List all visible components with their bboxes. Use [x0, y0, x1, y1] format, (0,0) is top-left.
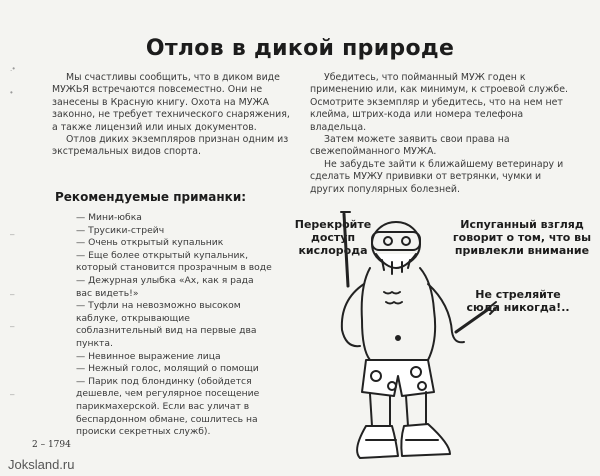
bait-item: — Очень открытый купальник — [76, 237, 224, 249]
intro-column-left — [52, 72, 290, 159]
margin-marks: .• • – – – – — [10, 64, 16, 399]
right-paragraph-2: Затем можете заявить свои права на свежепойманного МУЖА. — [310, 134, 510, 158]
intro-paragraph-2: Отлов диких экземпляров признан одним из экстремальных видов спорта. — [52, 134, 289, 158]
page-title: Отлов в дикой природе — [145, 36, 455, 61]
bait-item: — Нежный голос, молящий о помощи — [76, 363, 259, 375]
right-paragraph-1: Убедитесь, что пойманный МУЖ годен к применению или, как минимум, к строевой службе. Осмотрите экземпляр и убедитесь, что на нем нет клейма, штрих-кода или номера телефона владельца. — [310, 72, 568, 133]
intro-column-right — [310, 72, 578, 196]
bait-item: — Невинное выражение лица — [76, 350, 221, 362]
bait-item: — Парик под блондинку (обойдется дешевле, чем регулярное посещение парикмахерской. Если вас уличат в беспардонном обмане, сошлитесь на происки секретных служб). — [76, 375, 260, 438]
right-paragraph-3: Не забудьте зайти к ближайшему ветеринару и сделать МУЖУ прививки от ветрянки, чумки и других популярных болезней. — [310, 158, 564, 195]
page-number: 2 – 1794 — [32, 440, 71, 450]
bait-item: — Еще более открытый купальник, который становится прозрачным в воде — [76, 249, 272, 274]
site-watermark: Joksland.ru — [8, 457, 75, 472]
intro-paragraph-1: Мы счастливы сообщить, что в диком виде МУЖЬЯ встречаются повсеместно. Они не занесены в Красную книгу. Охота на МУЖА законно, не требует технического снаряжения, а также лицензий или иных документов. — [52, 72, 290, 133]
baits-list — [62, 212, 272, 439]
bait-item: — Туфли на невозможно высоком каблуке, открывающие соблазнительный вид на первые два пункта. — [76, 300, 257, 349]
caption-look: Испуганный взгляд говорит о том, что вы привлекли внимание — [452, 218, 592, 257]
caption-oxygen: Перекройте доступ кислорода — [294, 218, 372, 257]
caption-noshoot: Не стреляйте сюда никогда!.. — [466, 288, 570, 314]
bait-item: — Мини-юбка — [76, 212, 142, 223]
bait-item: — Трусики-стрейч — [76, 224, 165, 236]
bait-item: — Дежурная улыбка «Ах, как я рада вас видеть!» — [76, 274, 254, 299]
baits-heading: Рекомендуемые приманки: — [55, 190, 247, 204]
diver-illustration — [300, 200, 500, 460]
